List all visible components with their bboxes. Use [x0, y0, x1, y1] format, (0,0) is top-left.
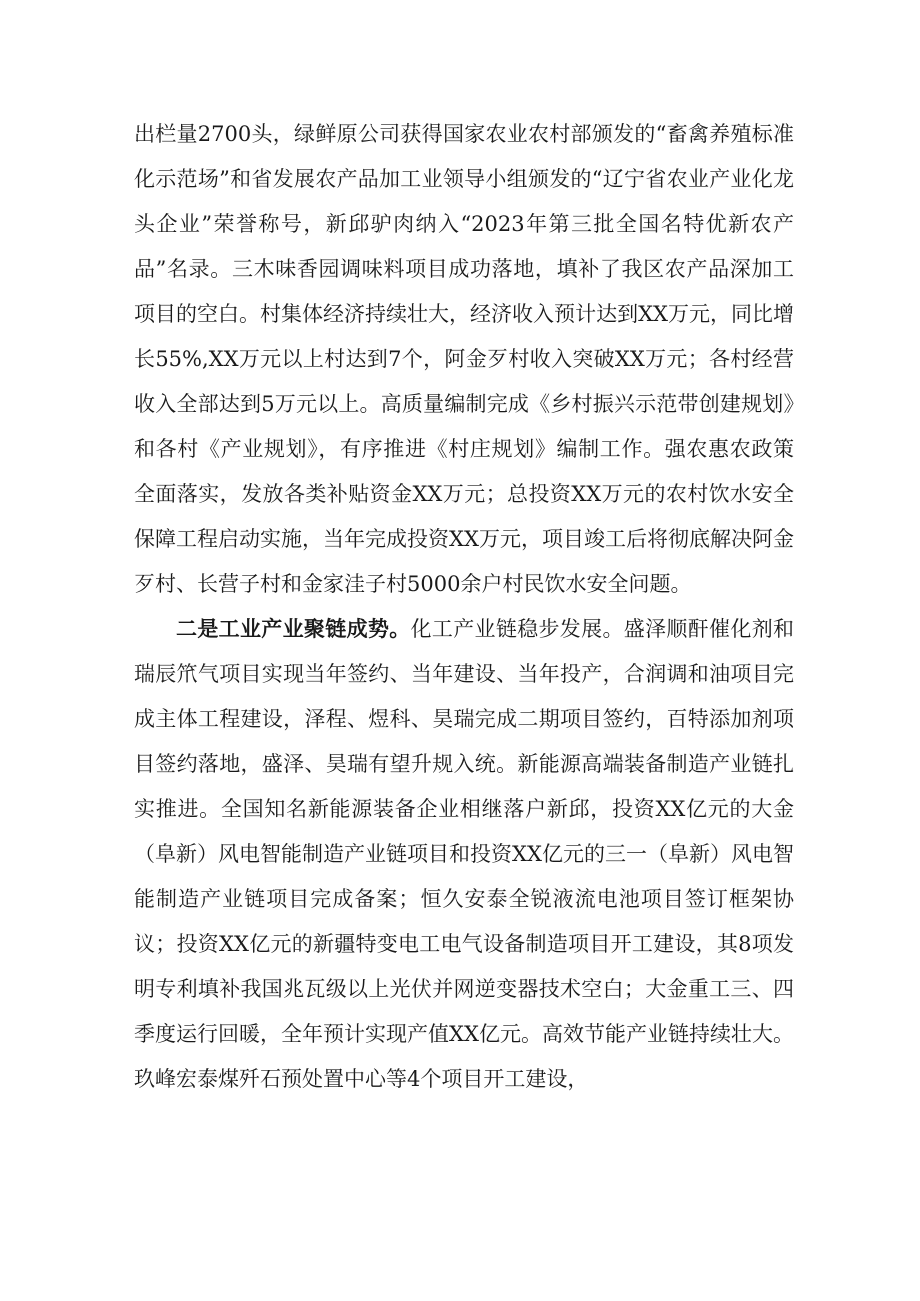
paragraph-2-body: 化工产业链稳步发展。盛泽顺酐催化剂和瑞辰笊气项目实现当年签约、当年建设、当年投产，合润调和油项目完成主体工程建设，泽程、煜科、昊瑞完成二期项目签约，百特添加剂项目签约落地，盛泽、昊瑞有望升规入统。新能源高端装备制造产业链扎实推进。全国知名新能源装备企业相继落户新邱，投资XX亿元的大金（阜新）风电智能制造产业链项目和投资XX亿元的三一（阜新）风电智能制造产业链项目完成备案；恒久安泰全锐液流电池项目签订框架协议；投资XX亿元的新疆特变电工电气设备制造项目开工建设，其8项发明专利填补我国兆瓦级以上光伏并网逆变器技术空白；大金重工三、四季度运行回暖，全年预计实现产值XX亿元。高效节能产业链持续壮大。玖峰宏泰煤歼石预处置中心等4个项目开工建设，: [134, 617, 795, 1091]
document-body: [134, 112, 794, 1102]
paragraph-2: [134, 607, 794, 1102]
paragraph-1: 出栏量2700头，绿鲜原公司获得国家农业农村部颁发的“畜禽养殖标准化示范场”和省发展农产品加工业领导小组颁发的“辽宁省农业产业化龙头企业”荣誉称号，新邱驴肉纳入“2023年第三批全国名特优新农产品”名录。三木味香园调味料项目成功落地，填补了我区农产品深加工项目的空白。村集体经济持续壮大，经济收入预计达到XX万元，同比增长55%,XX万元以上村达到7个，阿金歹村收入突破XX万元；各村经营收入全部达到5万元以上。高质量编制完成《乡村振兴示范带创建规划》和各村《产业规划》，有序推进《村庄规划》编制工作。强农惠农政策全面落实，发放各类补贴资金XX万元；总投资XX万元的农村饮水安全保障工程启动实施，当年完成投资XX万元，项目竣工后将彻底解决阿金歹村、长营子村和金家洼子村5000余户村民饮水安全问题。: [134, 122, 794, 596]
paragraph-2-lead: 二是工业产业聚链成势。: [176, 617, 411, 641]
